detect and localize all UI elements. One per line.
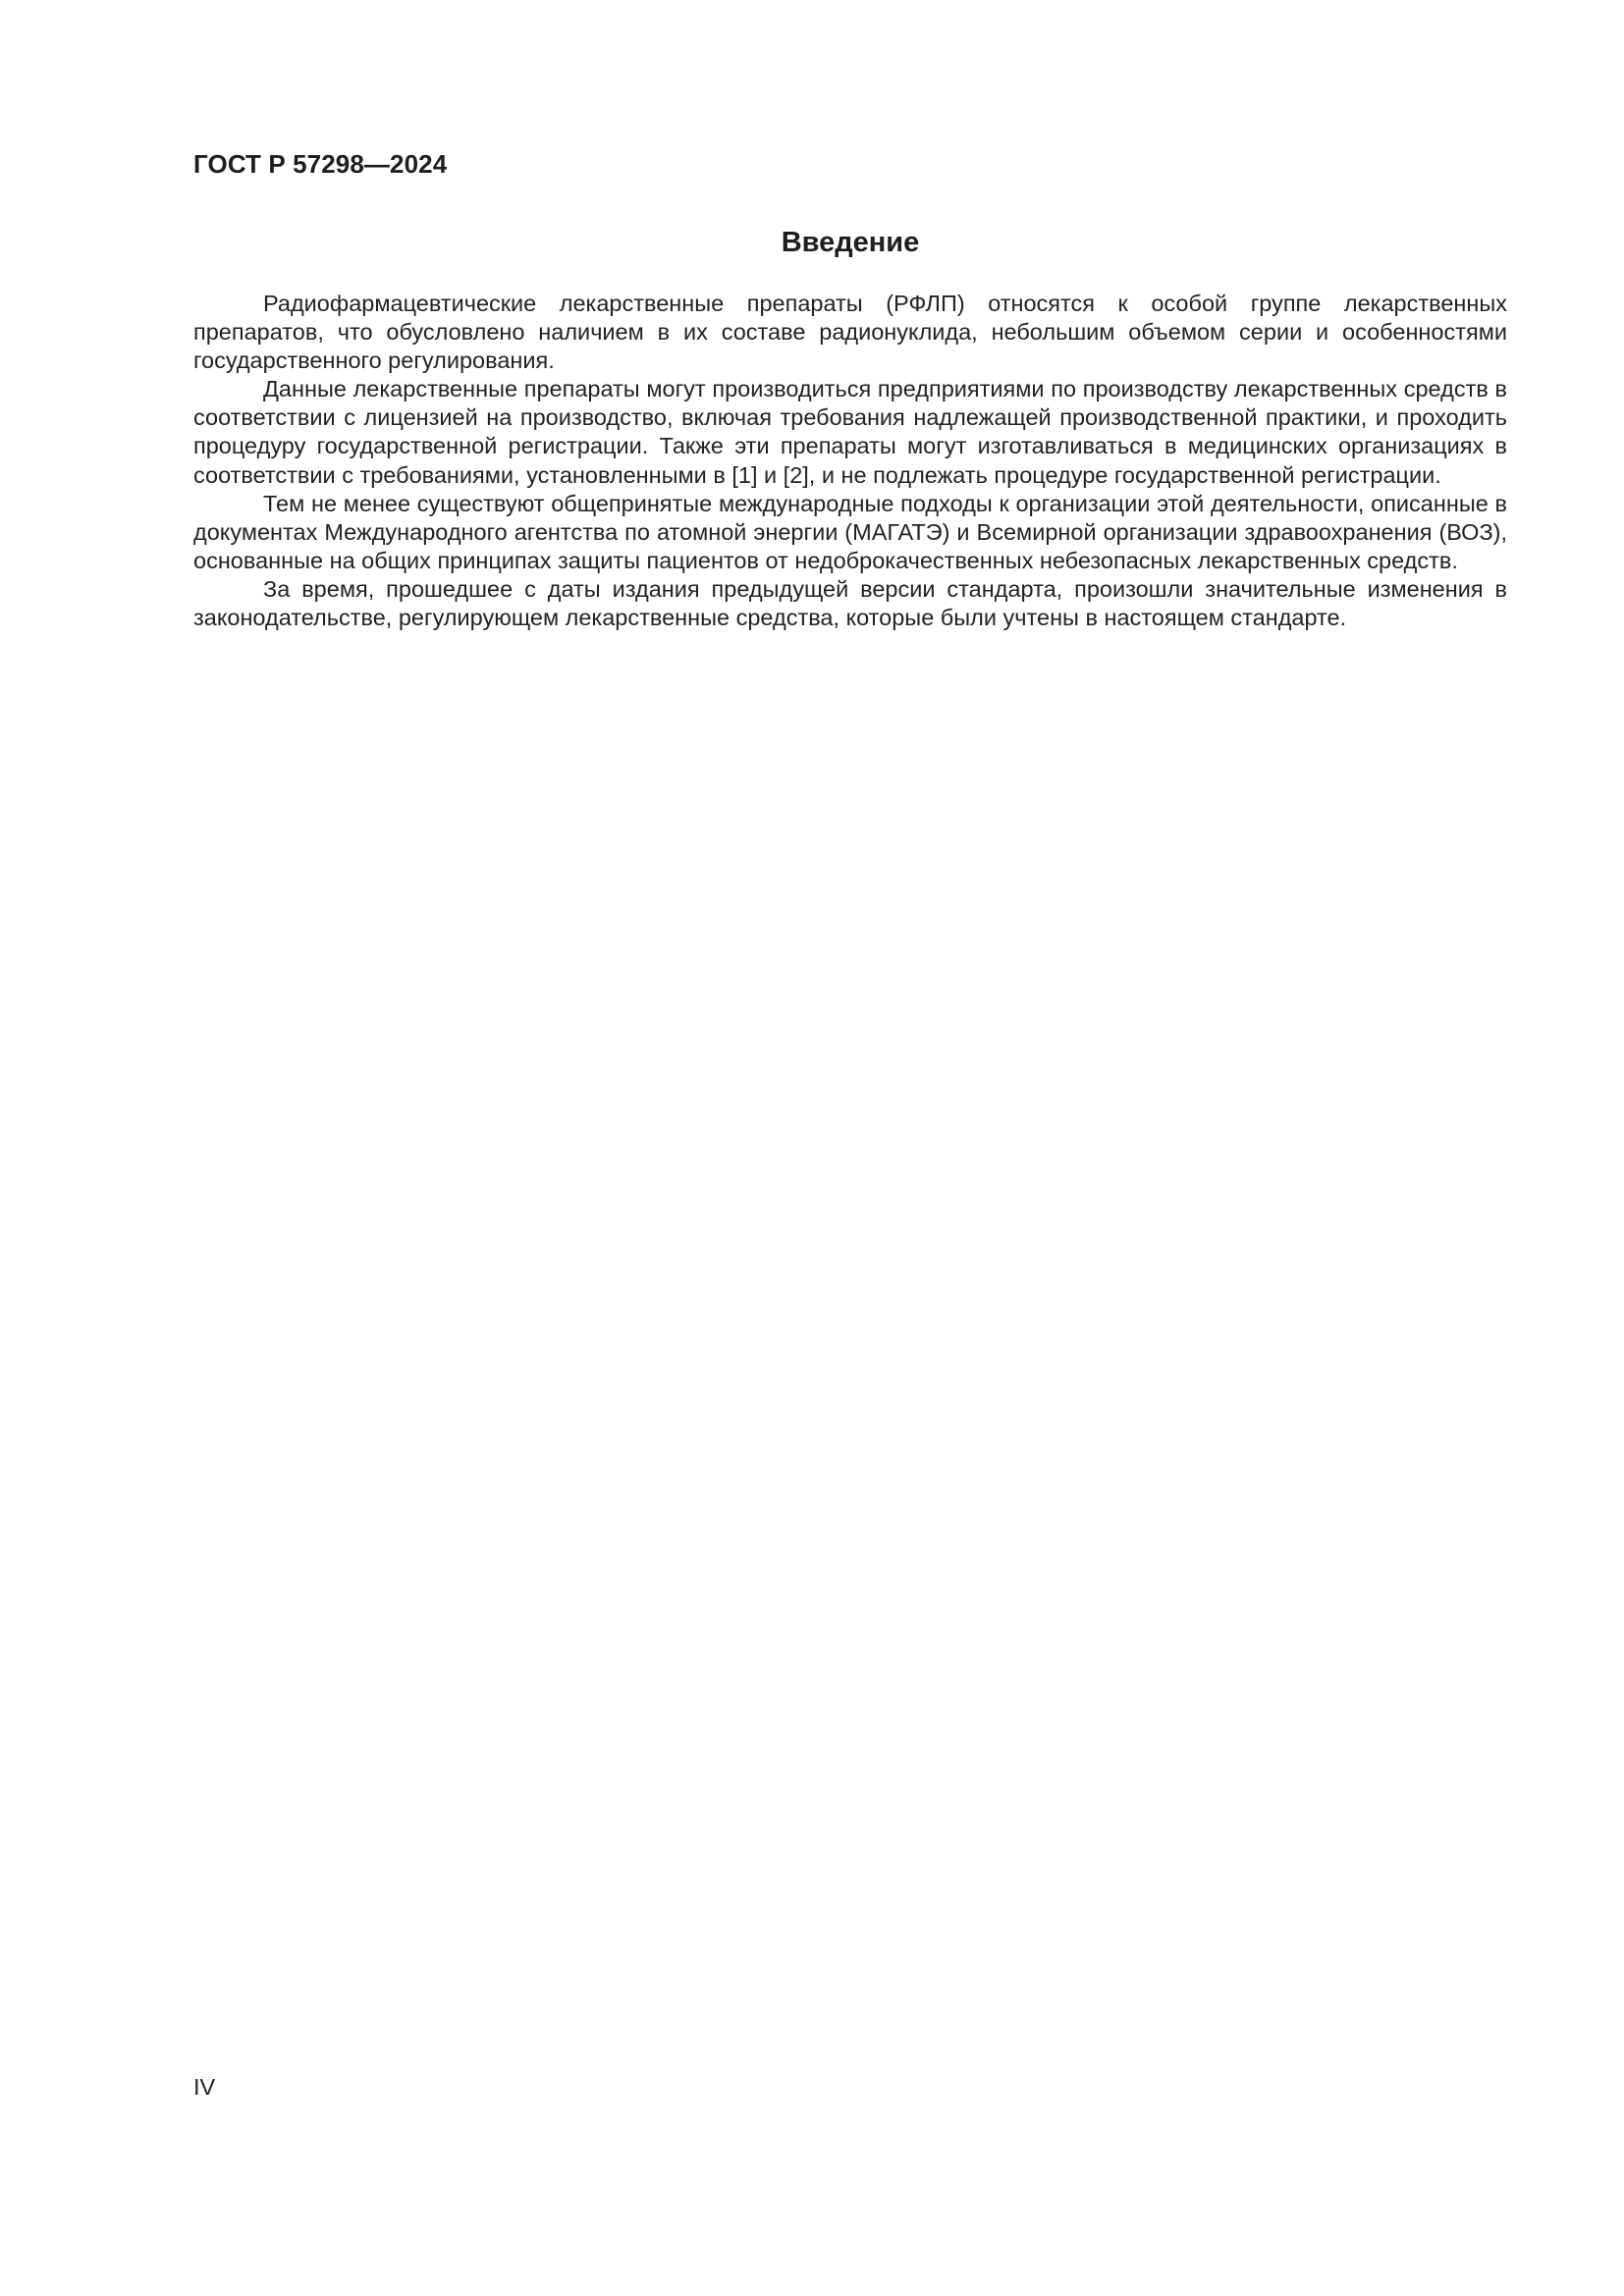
paragraph-legislation-changes: За время, прошедшее с даты издания предыдущей версии стандарта, произошли значительные изменения в законодательстве, регулирующем лекарственные средства, которые были учтены в настоящем стандарте.: [193, 575, 1507, 631]
paragraph-rflp-definition: Радиофармацевтические лекарственные препараты (РФЛП) относятся к особой группе лекарственных препаратов, что обусловлено наличием в их составе радионуклида, небольшим объемом серии и особенностями государственного регулирования.: [193, 291, 1507, 374]
paragraph-production-and-registration: Данные лекарственные препараты могут производиться предприятиями по производству лекарственных средств в соответствии с лицензией на производство, включая требования надлежащей производственной практики, и проходить процедуру государственной регистрации. Также эти препараты могут изготавливаться в медицинских организациях в соответствии с требованиями, установленными в [1] и [2], и не подлежать процедуре государственной регистрации.: [193, 376, 1507, 488]
page-number: IV: [193, 2074, 216, 2100]
introduction-body: [193, 290, 1507, 632]
section-title: Введение: [781, 227, 920, 258]
paragraph-international-approaches: Тем не менее существуют общепринятые международные подходы к организации этой деятельности, описанные в документах Международного агентства по атомной энергии (МАГАТЭ) и Всемирной организации здравоохранения (ВОЗ), основанные на общих принципах защиты пациентов от недоброкачественных небезопасных лекарственных средств.: [193, 490, 1507, 573]
document-standard-header: ГОСТ Р 57298—2024: [193, 149, 448, 179]
